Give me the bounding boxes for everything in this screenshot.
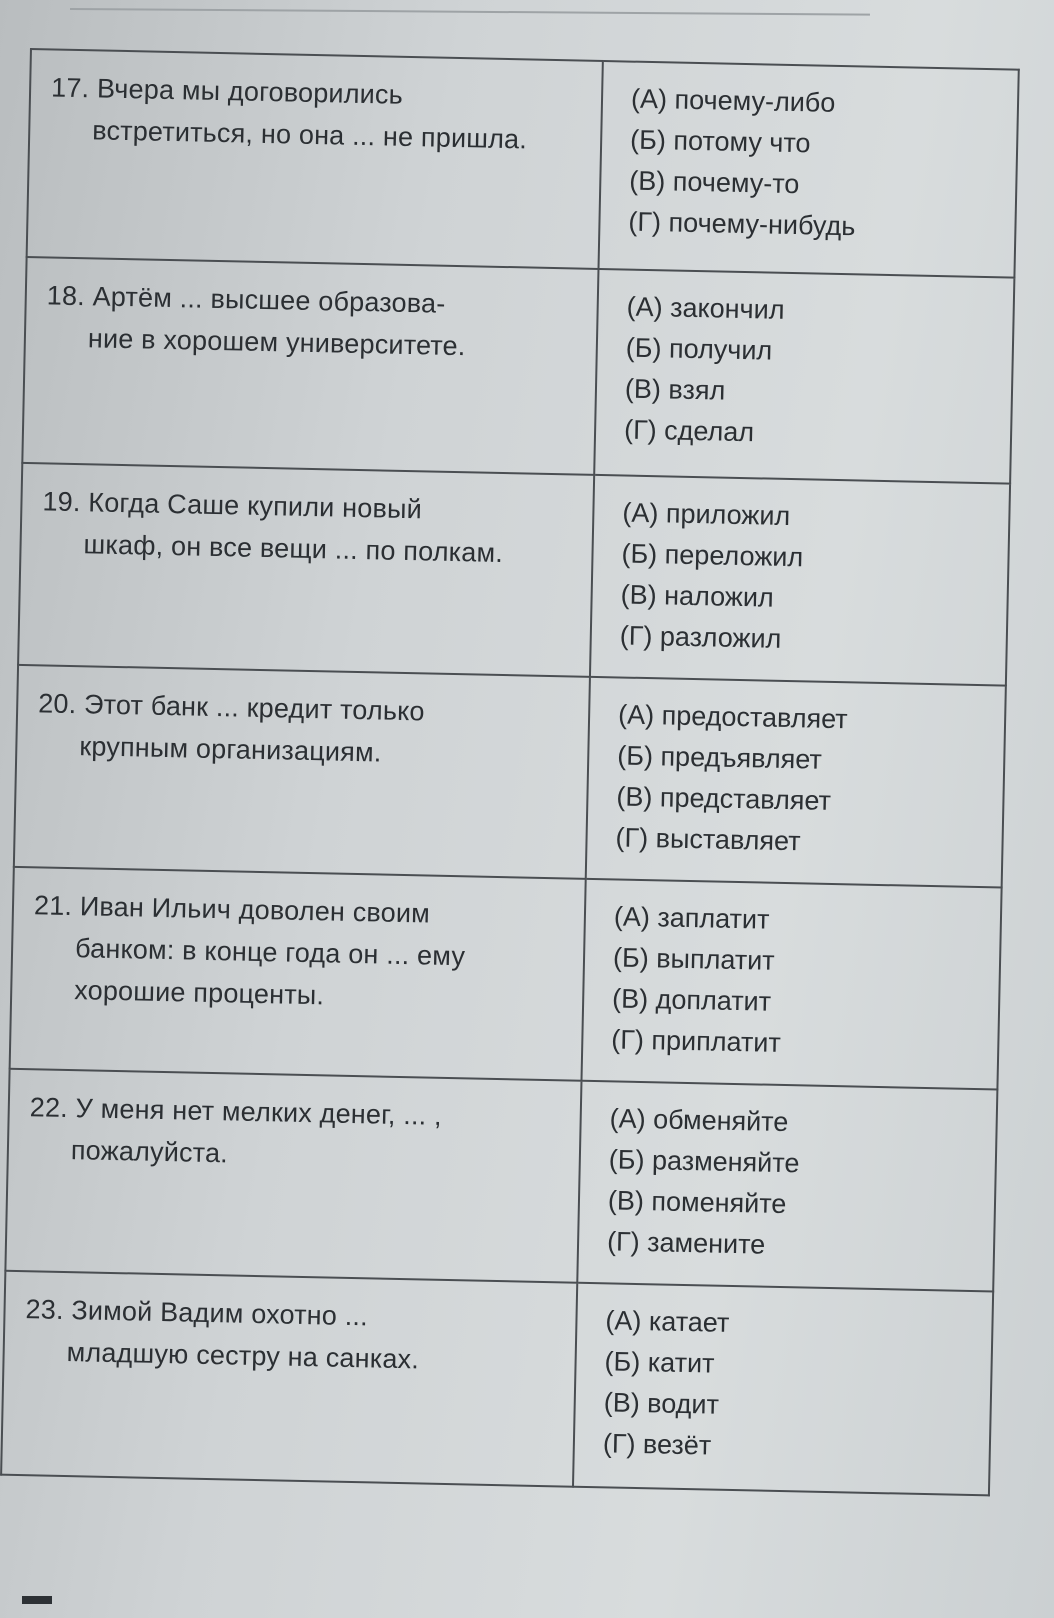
question-number: 22. xyxy=(29,1092,69,1124)
question-continuation: шкаф, он все вещи ... по полкам. xyxy=(83,529,504,569)
question-number: 21. xyxy=(33,890,73,922)
question-number: 18. xyxy=(46,280,86,312)
question-text: Иван Ильич доволен своим xyxy=(79,891,431,929)
question-text: Зимой Вадим охотно ... xyxy=(71,1295,369,1332)
question-continuation: ние в хорошем университете. xyxy=(87,323,466,362)
question-number: 20. xyxy=(37,688,77,720)
question-cell xyxy=(10,867,586,1081)
exercise-sheet xyxy=(0,48,1020,1568)
option-a[interactable]: (А) почему-либо xyxy=(630,83,836,118)
option-a[interactable]: (А) катает xyxy=(605,1305,730,1338)
question-row-20 xyxy=(14,665,1006,888)
question-cell xyxy=(18,463,594,677)
option-b[interactable]: (Б) разменяйте xyxy=(608,1144,800,1179)
page-number-fragment xyxy=(22,1596,52,1604)
question-number: 17. xyxy=(50,72,90,104)
option-b[interactable]: (Б) выплатит xyxy=(612,942,775,976)
option-a[interactable]: (А) предоставляет xyxy=(617,699,848,735)
question-cell xyxy=(22,257,598,475)
question-text: Артём ... высшее образова- xyxy=(92,281,446,319)
question-row-19 xyxy=(18,463,1010,686)
option-c[interactable]: (В) водит xyxy=(603,1387,720,1420)
option-b[interactable]: (Б) получил xyxy=(625,332,773,366)
option-b[interactable]: (Б) предъявляет xyxy=(616,740,823,775)
option-c[interactable]: (В) доплатит xyxy=(611,983,772,1017)
option-a[interactable]: (А) заплатит xyxy=(613,901,770,935)
option-b[interactable]: (Б) потому что xyxy=(629,124,811,159)
option-d[interactable]: (Г) разложил xyxy=(619,620,782,654)
question-text: Когда Саше купили новый xyxy=(88,487,423,525)
option-a[interactable]: (А) закончил xyxy=(626,291,785,325)
question-number: 23. xyxy=(25,1294,65,1325)
question-text: Этот банк ... кредит только xyxy=(83,689,426,727)
option-b[interactable]: (Б) катит xyxy=(604,1346,715,1379)
option-a[interactable]: (А) обменяйте xyxy=(609,1103,789,1138)
option-c[interactable]: (В) почему-то xyxy=(629,165,800,200)
option-c[interactable]: (В) наложил xyxy=(620,579,775,613)
options-cell xyxy=(581,879,1001,1090)
question-cell xyxy=(1,1271,577,1487)
option-a[interactable]: (А) приложил xyxy=(622,497,791,532)
top-divider xyxy=(70,8,870,16)
option-b[interactable]: (Б) переложил xyxy=(621,538,804,573)
option-c[interactable]: (В) взял xyxy=(624,373,726,406)
options-cell xyxy=(577,1081,997,1292)
question-cell xyxy=(5,1069,581,1283)
question-row-18 xyxy=(22,257,1014,484)
question-cell xyxy=(14,665,590,879)
options-cell xyxy=(594,269,1014,484)
option-c[interactable]: (В) представляет xyxy=(616,781,832,816)
options-cell xyxy=(598,61,1018,278)
question-continuation: крупным организациям. xyxy=(79,731,382,768)
options-cell xyxy=(590,475,1010,686)
question-cell xyxy=(27,49,603,269)
question-number: 19. xyxy=(42,486,81,518)
options-cell xyxy=(573,1283,993,1496)
exercise-table xyxy=(0,48,1020,1496)
question-continuation: встретиться, но она ... не пришла. xyxy=(91,115,528,155)
question-text: У меня нет мелких денег, ... , xyxy=(75,1093,443,1131)
question-row-23 xyxy=(1,1271,993,1496)
question-row-17 xyxy=(27,49,1019,278)
question-continuation: младшую сестру на санках. xyxy=(66,1337,420,1375)
option-d[interactable]: (Г) сделал xyxy=(623,414,755,448)
option-c[interactable]: (В) поменяйте xyxy=(607,1185,787,1220)
question-continuation: пожалуйста. xyxy=(70,1135,229,1169)
question-text: Вчера мы договорились xyxy=(96,73,404,110)
option-d[interactable]: (Г) приплатит xyxy=(611,1024,782,1058)
option-d[interactable]: (Г) замените xyxy=(606,1226,766,1260)
question-row-22 xyxy=(5,1069,997,1292)
option-d[interactable]: (Г) везёт xyxy=(602,1428,712,1461)
options-cell xyxy=(586,677,1006,888)
question-row-21 xyxy=(10,867,1002,1090)
option-d[interactable]: (Г) выставляет xyxy=(615,822,801,857)
question-continuation: банком: в конце года он ... ему хорошие проценты. xyxy=(73,933,466,1011)
option-d[interactable]: (Г) почему-нибудь xyxy=(628,206,856,242)
